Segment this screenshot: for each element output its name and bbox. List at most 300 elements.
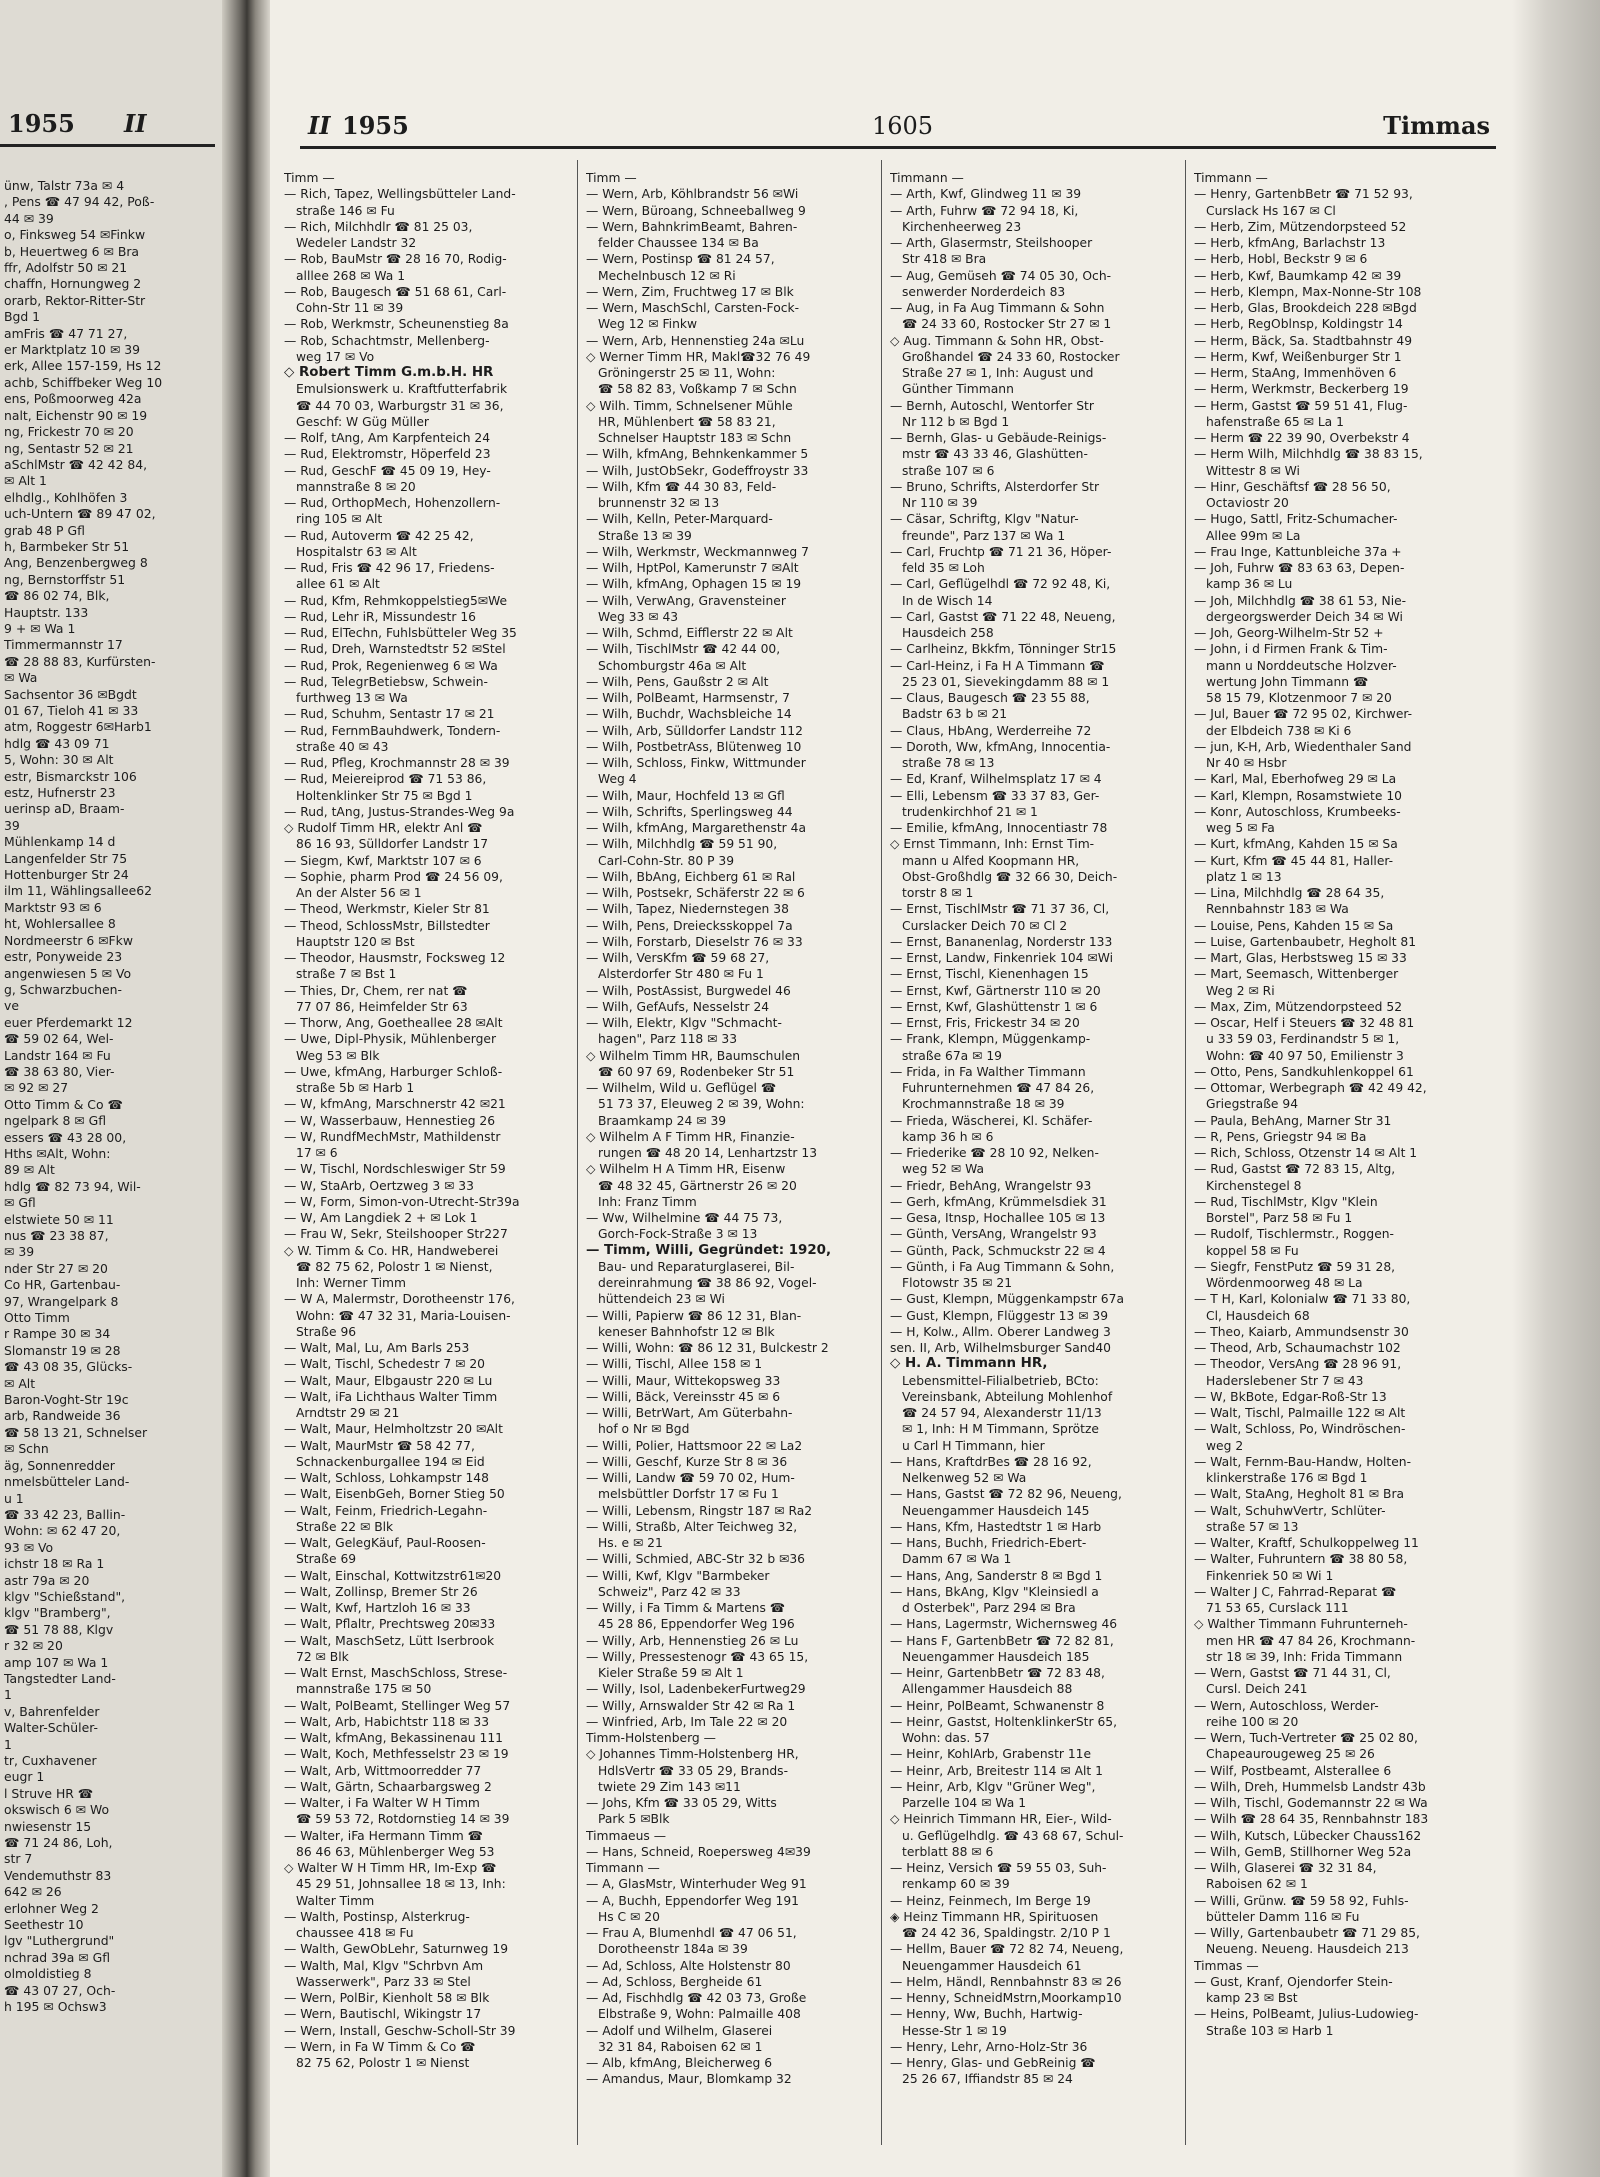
directory-entry-line: 45 28 86, Eppendorfer Weg 196 bbox=[598, 1617, 795, 1632]
directory-entry-line: — W, RundfMechMstr, Mathildenstr bbox=[284, 1129, 501, 1144]
left-page-line: 1 bbox=[4, 1687, 12, 1703]
directory-entry-line: Straße 27 ✉ 1, Inh: August und bbox=[902, 366, 1094, 380]
left-page-line: Hauptstr. 133 bbox=[4, 604, 89, 620]
directory-entry-line: Wohn: ☎ 47 32 31, Maria-Louisen- bbox=[296, 1308, 511, 1323]
directory-entry-line: weg 17 ✉ Vo bbox=[296, 349, 375, 364]
directory-entry-line: — Wilh, Tapez, Niedernstegen 38 bbox=[586, 902, 789, 917]
directory-entry-line: — Willy, Pressestenogr ☎ 43 65 15, bbox=[586, 1649, 809, 1664]
surname-heading: Timmann — bbox=[586, 1861, 660, 1875]
directory-entry-line: ◇ Walther Timmann Fuhrunterneh- bbox=[1194, 1617, 1408, 1632]
directory-entry-line: ☎ 24 57 94, Alexanderstr 11/13 bbox=[902, 1406, 1102, 1420]
directory-entry-line: — A, Buchh, Eppendorfer Weg 191 bbox=[586, 1893, 800, 1908]
directory-entry-line: Straße 13 ✉ 39 bbox=[598, 528, 692, 543]
directory-entry-line: Carl-Cohn-Str. 80 P 39 bbox=[598, 853, 735, 868]
directory-entry-line: 71 53 65, Curslack 111 bbox=[1206, 1601, 1349, 1615]
left-page-line: nder Str 27 ✉ 20 bbox=[4, 1260, 108, 1276]
directory-entry-line: ◇ Johannes Timm-Holstenberg HR, bbox=[586, 1747, 799, 1762]
left-page-line: ✉ Alt 1 bbox=[4, 473, 47, 489]
left-page-line: l Struve HR ☎ bbox=[4, 1785, 94, 1801]
directory-entry-line: — Siegfr, FenstPutz ☎ 59 31 28, bbox=[1194, 1259, 1396, 1274]
directory-entry-line: Kieler Straße 59 ✉ Alt 1 bbox=[598, 1666, 744, 1680]
directory-entry-line: — Karl, Klempn, Rosamstwiete 10 bbox=[1194, 788, 1402, 803]
directory-entry-line: — Heinr, PolBeamt, Schwanenstr 8 bbox=[890, 1698, 1105, 1713]
book-gutter bbox=[222, 0, 270, 2177]
directory-entry-line: Straße 22 ✉ Blk bbox=[296, 1519, 394, 1534]
directory-entry-line: 86 16 93, Sülldorfer Landstr 17 bbox=[296, 837, 489, 852]
left-page-line: ☎ 38 63 80, Vier- bbox=[4, 1063, 115, 1079]
directory-entry-line: Allengammer Hausdeich 88 bbox=[902, 1682, 1073, 1697]
directory-entry-line: — Ernst, Fris, Frickestr 34 ✉ 20 bbox=[890, 1016, 1080, 1030]
directory-entry-line: Günther Timmann bbox=[902, 382, 1014, 397]
directory-entry-line: — Wilh, Schrifts, Sperlingsweg 44 bbox=[586, 804, 793, 819]
directory-entry-line: ring 105 ✉ Alt bbox=[296, 512, 383, 527]
directory-entry-line: — Ernst, Bananenlag, Norderstr 133 bbox=[890, 934, 1113, 949]
left-page-line: nwiesenstr 15 bbox=[4, 1818, 92, 1834]
directory-entry-line: — Walter, iFa Hermann Timm ☎ bbox=[284, 1828, 483, 1843]
left-page-line: aSchlMstr ☎ 42 42 84, bbox=[4, 456, 148, 472]
directory-entry-line: — Kurt, kfmAng, Kahden 15 ✉ Sa bbox=[1194, 837, 1398, 852]
directory-entry-line: Weg 53 ✉ Blk bbox=[296, 1048, 380, 1063]
left-page-line: äg, Sonnenredder bbox=[4, 1457, 115, 1473]
surname-heading: Timmann — bbox=[1194, 171, 1268, 185]
directory-entry-line: — Siegm, Kwf, Marktstr 107 ✉ 6 bbox=[284, 853, 482, 868]
directory-entry-line: — Günth, VersAng, Wrangelstr 93 bbox=[890, 1227, 1097, 1242]
left-page-line: erk, Allee 157-159, Hs 12 bbox=[4, 358, 162, 374]
left-page-line: lgv "Luthergrund" bbox=[4, 1933, 115, 1949]
directory-entry-line: — Thorw, Ang, Goetheallee 28 ✉Alt bbox=[284, 1016, 503, 1030]
left-page-line: erlohner Weg 2 bbox=[4, 1900, 99, 1916]
directory-entry-line: — Mart, Seemasch, Wittenberger bbox=[1194, 967, 1399, 982]
directory-entry-line: — Bernh, Autoschl, Wentorfer Str bbox=[890, 398, 1094, 413]
left-page-line: estr, Bismarckstr 106 bbox=[4, 768, 137, 784]
directory-entry-line: — Wilh, HptPol, Kamerunstr 7 ✉Alt bbox=[586, 561, 799, 575]
directory-entry-line: — Kurt, Kfm ☎ 45 44 81, Haller- bbox=[1194, 853, 1394, 868]
directory-entry-line: Hesse-Str 1 ✉ 19 bbox=[902, 2023, 1007, 2038]
directory-entry-line: — Ad, Schloss, Alte Holstenstr 80 bbox=[586, 1958, 791, 1973]
directory-entry-line: keneser Bahnhofstr 12 ✉ Blk bbox=[598, 1324, 775, 1339]
directory-entry-line: — Rud, ElTechn, Fuhlsbütteler Weg 35 bbox=[284, 626, 517, 640]
directory-entry-line: Elbstraße 9, Wohn: Palmaille 408 bbox=[598, 2007, 801, 2022]
directory-entry-line: — Gust, Klempn, Flüggestr 13 ✉ 39 bbox=[890, 1308, 1109, 1323]
left-page-line: u 1 bbox=[4, 1490, 24, 1506]
directory-entry-line: — Rud, tAng, Justus-Strandes-Weg 9a bbox=[284, 804, 515, 819]
directory-entry-line: Bau- und Reparaturglaserei, Bil- bbox=[598, 1259, 795, 1274]
directory-entry-line: klinkerstraße 176 ✉ Bgd 1 bbox=[1206, 1471, 1368, 1485]
left-page-line: , Pens ☎ 47 94 42, Poß- bbox=[4, 194, 155, 210]
directory-entry-line: — Doroth, Ww, kfmAng, Innocentia- bbox=[890, 739, 1111, 754]
left-page-line: o, Finksweg 54 ✉Finkw bbox=[4, 227, 146, 243]
directory-entry-line: — Wilh, Arb, Sülldorfer Landstr 112 bbox=[586, 723, 803, 738]
directory-entry-line: — Wilh, Werkmstr, Weckmannweg 7 bbox=[586, 544, 809, 559]
directory-entry-line: ◇ Rudolf Timm HR, elektr Anl ☎ bbox=[284, 821, 483, 835]
left-page-line: Hottenburger Str 24 bbox=[4, 867, 129, 883]
directory-entry-line: — Konr, Autoschloss, Krumbeeks- bbox=[1194, 804, 1401, 819]
directory-entry-line: Nr 110 ✉ 39 bbox=[902, 496, 978, 510]
directory-entry-line: — Rich, Milchhdlr ☎ 81 25 03, bbox=[284, 219, 473, 234]
directory-entry-line: — Carlheinz, Bkkfm, Tönninger Str15 bbox=[890, 642, 1117, 657]
directory-entry-line: — Hans, Ang, Sanderstr 8 ✉ Bgd 1 bbox=[890, 1568, 1103, 1583]
directory-entry-line: der Elbdeich 738 ✉ Ki 6 bbox=[1206, 723, 1352, 738]
directory-entry-line: u. Geflügelhdlg. ☎ 43 68 67, Schul- bbox=[902, 1828, 1124, 1843]
header-keyword: Timmas bbox=[1383, 111, 1490, 140]
left-page-line: ☎ 71 24 86, Loh, bbox=[4, 1835, 113, 1851]
directory-entry-line: — Walter, Kraftf, Schulkoppelweg 11 bbox=[1194, 1536, 1419, 1550]
directory-entry-line: ◇ Aug. Timmann & Sohn HR, Obst- bbox=[890, 333, 1104, 348]
left-page-line: ✉ 92 ✉ 27 bbox=[4, 1080, 69, 1096]
directory-entry-line: Inh: Werner Timm bbox=[296, 1276, 406, 1290]
left-page-line: Otto Timm bbox=[4, 1310, 70, 1326]
directory-entry-line: — Willy, Isol, LadenbekerFurtweg29 bbox=[586, 1682, 806, 1697]
left-page-line: astr 79a ✉ 20 bbox=[4, 1572, 90, 1588]
directory-entry-line: straße 67a ✉ 19 bbox=[902, 1048, 1002, 1063]
directory-entry-line: — Rud, Autoverm ☎ 42 25 42, bbox=[284, 528, 474, 543]
directory-entry-line: — Herb, kfmAng, Barlachstr 13 bbox=[1194, 236, 1386, 250]
directory-entry-line: mstr ☎ 43 33 46, Glashütten- bbox=[902, 447, 1088, 462]
directory-entry-line: — Willy, Arb, Hennenstieg 26 ✉ Lu bbox=[586, 1633, 799, 1648]
directory-entry-line: — Walter J C, Fahrrad-Reparat ☎ bbox=[1194, 1584, 1397, 1599]
left-page-line: ✉ Alt bbox=[4, 1375, 36, 1391]
directory-entry-line: Octaviostr 20 bbox=[1206, 496, 1289, 510]
directory-entry-line: 72 ✉ Blk bbox=[296, 1649, 349, 1664]
directory-entry-line: — Walt, PolBeamt, Stellinger Weg 57 bbox=[284, 1698, 511, 1713]
directory-entry-line: ◇ Ernst Timmann, Inh: Ernst Tim- bbox=[890, 837, 1095, 852]
left-page-line: Timmermannstr 17 bbox=[4, 637, 123, 653]
left-page-line: g, Schwarzbuchen- bbox=[4, 981, 122, 997]
left-page-line: atm, Roggestr 6✉Harb1 bbox=[4, 719, 152, 735]
directory-entry-line: — Willi, Grünw. ☎ 59 58 92, Fuhls- bbox=[1194, 1893, 1409, 1908]
directory-entry-line: An der Alster 56 ✉ 1 bbox=[296, 886, 422, 900]
directory-entry-line: — Hugo, Sattl, Fritz-Schumacher- bbox=[1194, 512, 1398, 527]
directory-entry-line: — Herb, Klempn, Max-Nonne-Str 108 bbox=[1194, 284, 1422, 299]
directory-entry-line: — John, i d Firmen Frank & Tim- bbox=[1194, 642, 1388, 657]
directory-entry-line: — Theodor, VersAng ☎ 28 96 91, bbox=[1194, 1357, 1402, 1372]
left-page-line: ichstr 18 ✉ Ra 1 bbox=[4, 1556, 105, 1572]
directory-entry-line: — Wilh, Pens, Gaußstr 2 ✉ Alt bbox=[586, 674, 769, 689]
directory-entry-line: — Wilh, Pens, Dreiecksskoppel 7a bbox=[586, 918, 793, 933]
directory-entry-line: Park 5 ✉Blk bbox=[598, 1812, 670, 1827]
left-page-line: chaffn, Hornungweg 2 bbox=[4, 276, 142, 292]
left-page-line: r 32 ✉ 20 bbox=[4, 1638, 63, 1654]
directory-entry-line: — Henry, GartenbBetr ☎ 71 52 93, bbox=[1194, 187, 1413, 202]
directory-entry-line: — Claus, HbAng, Werderreihe 72 bbox=[890, 723, 1092, 738]
directory-entry-line: platz 1 ✉ 13 bbox=[1206, 869, 1282, 884]
directory-entry-line: ◇ H. A. Timmann HR, bbox=[890, 1356, 1048, 1372]
directory-entry-line: Rennbahnstr 183 ✉ Wa bbox=[1206, 902, 1349, 917]
left-page-line: 9 + ✉ Wa 1 bbox=[4, 620, 76, 636]
directory-entry-line: — Lina, Milchhdlg ☎ 28 64 35, bbox=[1194, 886, 1385, 900]
left-page-line: h 195 ✉ Ochsw3 bbox=[4, 1999, 107, 2015]
directory-entry-line: — Rob, Schachtmstr, Mellenberg- bbox=[284, 333, 490, 348]
directory-entry-line: — Walt, StaAng, Hegholt 81 ✉ Bra bbox=[1194, 1487, 1405, 1502]
directory-entry-line: Arndtstr 29 ✉ 21 bbox=[296, 1406, 400, 1420]
directory-entry-line: Wittestr 8 ✉ Wi bbox=[1206, 463, 1300, 478]
directory-entry-line: Curslack Hs 167 ✉ Cl bbox=[1206, 203, 1336, 218]
left-page-line: essers ☎ 43 28 00, bbox=[4, 1129, 127, 1145]
directory-entry-line: — Willi, Schmied, ABC-Str 32 b ✉36 bbox=[586, 1552, 805, 1567]
directory-entry-line: — Carl, Geflügelhdl ☎ 72 92 48, Ki, bbox=[890, 577, 1111, 592]
directory-entry-line: Str 418 ✉ Bra bbox=[902, 252, 987, 267]
directory-entry-line: — Wern, Bautischl, Wikingstr 17 bbox=[284, 2007, 482, 2022]
directory-entry-line: — Wilh, GemB, Stillhorner Weg 52a bbox=[1194, 1844, 1412, 1859]
directory-entry-line: torstr 8 ✉ 1 bbox=[902, 886, 974, 900]
directory-entry-line: Wohn: das. 57 bbox=[902, 1731, 990, 1745]
directory-entry-line: ☎ 24 42 36, Spaldingstr. 2/10 P 1 bbox=[902, 1926, 1111, 1940]
left-page-roman: II bbox=[124, 109, 147, 138]
left-page-line: estz, Hufnerstr 23 bbox=[4, 785, 116, 801]
directory-entry-line: Wördenmoorweg 48 ✉ La bbox=[1206, 1276, 1363, 1290]
directory-column-4 bbox=[1194, 170, 1484, 2039]
left-page-header bbox=[0, 104, 215, 147]
directory-entry-line: — Rud, Dreh, Warnstedtstr 52 ✉Stel bbox=[284, 642, 506, 657]
directory-entry-line: — Theod, Arb, Schaumachstr 102 bbox=[1194, 1341, 1401, 1355]
directory-entry-line: — Rud, OrthopMech, Hohenzollern- bbox=[284, 496, 501, 510]
directory-entry-line: — Frank, Klempn, Müggenkamp- bbox=[890, 1032, 1091, 1047]
directory-entry-line: Wasserwerk", Parz 33 ✉ Stel bbox=[296, 1974, 471, 1989]
directory-entry-line: 25 26 67, Iffiandstr 85 ✉ 24 bbox=[902, 2072, 1073, 2087]
directory-entry-line: Haderslebener Str 7 ✉ 43 bbox=[1206, 1373, 1364, 1388]
directory-entry-line: — Frieda, Wäscherei, Kl. Schäfer- bbox=[890, 1113, 1093, 1128]
directory-entry-line: — Wilh, Schloss, Finkw, Wittmunder bbox=[586, 756, 806, 770]
directory-entry-line: felder Chaussee 134 ✉ Ba bbox=[598, 236, 759, 250]
directory-entry-line: straße 78 ✉ 13 bbox=[902, 756, 995, 770]
directory-entry-line: — Theod, SchlossMstr, Billstedter bbox=[284, 918, 490, 933]
left-page-line: amp 107 ✉ Wa 1 bbox=[4, 1654, 109, 1670]
directory-entry-line: — Walt, Schloss, Po, Windröschen- bbox=[1194, 1422, 1406, 1437]
column-rule bbox=[577, 160, 578, 2145]
directory-entry-line: Holtenklinker Str 75 ✉ Bgd 1 bbox=[296, 788, 473, 803]
left-page-line: ✉ Wa bbox=[4, 670, 38, 686]
directory-entry-line: — Wilh, BbAng, Eichberg 61 ✉ Ral bbox=[586, 869, 796, 884]
directory-entry-line: ☎ 60 97 69, Rodenbeker Str 51 bbox=[598, 1064, 795, 1079]
directory-entry-line: d Osterbek", Parz 294 ✉ Bra bbox=[902, 1601, 1076, 1615]
directory-entry-line: 51 73 37, Eleuweg 2 ✉ 39, Wohn: bbox=[598, 1097, 805, 1112]
left-page-line: nchrad 39a ✉ Gfl bbox=[4, 1949, 111, 1965]
directory-entry-line: — Herm ☎ 22 39 90, Overbekstr 4 bbox=[1194, 431, 1410, 445]
directory-entry-line: — Wilhelm, Wild u. Geflügel ☎ bbox=[586, 1081, 777, 1095]
directory-entry-line: Neuengammer Hausdeich 145 bbox=[902, 1503, 1090, 1518]
left-page-line: ✉ Schn bbox=[4, 1441, 49, 1457]
directory-entry-line: — Wilh, Dreh, Hummelsb Landstr 43b bbox=[1194, 1779, 1426, 1794]
directory-entry-line: — Willi, Maur, Wittekopsweg 33 bbox=[586, 1373, 781, 1388]
directory-entry-line: 45 29 51, Johnsallee 18 ✉ 13, Inh: bbox=[296, 1877, 506, 1892]
directory-entry-line: — Walth, Mal, Klgv "Schrbvn Am bbox=[284, 1958, 484, 1973]
directory-entry-line: straße 57 ✉ 13 bbox=[1206, 1519, 1299, 1534]
directory-entry-line: Hs C ✉ 20 bbox=[598, 1909, 660, 1924]
left-page-line: ☎ 86 02 74, Blk, bbox=[4, 588, 110, 604]
directory-entry-line: — Rud, Pfleg, Krochmannstr 28 ✉ 39 bbox=[284, 756, 510, 770]
directory-entry-line: Mechelnbusch 12 ✉ Ri bbox=[598, 268, 736, 283]
page-number: 1605 bbox=[872, 112, 934, 140]
directory-entry-line: Cursl. Deich 241 bbox=[1206, 1682, 1308, 1697]
left-page-line: Tangstedter Land- bbox=[4, 1670, 116, 1686]
directory-entry-line: — Wern, Autoschloss, Werder- bbox=[1194, 1698, 1379, 1713]
directory-entry-line: — Wilh, VersKfm ☎ 59 68 27, bbox=[586, 951, 770, 965]
directory-entry-line: ☎ 48 32 45, Gärtnerstr 26 ✉ 20 bbox=[598, 1178, 797, 1193]
directory-entry-line: In de Wisch 14 bbox=[902, 593, 993, 608]
directory-entry-line: Weg 2 ✉ Ri bbox=[1206, 983, 1275, 998]
directory-entry-line: — Herb, Zim, Mützendorpsteed 52 bbox=[1194, 219, 1407, 234]
left-page bbox=[0, 0, 222, 2177]
directory-entry-line: — Willy, Gartenbaubetr ☎ 71 29 85, bbox=[1194, 1926, 1420, 1940]
left-page-line: Sachsentor 36 ✉Bgdt bbox=[4, 686, 137, 702]
directory-entry-line: — Wern, BahnkrimBeamt, Bahren- bbox=[586, 219, 798, 234]
directory-entry-line: — Walt, Maur, Elbgaustr 220 ✉ Lu bbox=[284, 1373, 493, 1388]
directory-entry-line: ☎ 44 70 03, Warburgstr 31 ✉ 36, bbox=[296, 398, 504, 413]
left-page-line: nalt, Eichenstr 90 ✉ 19 bbox=[4, 407, 148, 423]
left-page-line: ☎ 58 13 21, Schnelser bbox=[4, 1424, 148, 1440]
left-page-line: Slomanstr 19 ✉ 28 bbox=[4, 1342, 121, 1358]
directory-entry-line: — Heinz, Versich ☎ 59 55 03, Suh- bbox=[890, 1861, 1107, 1875]
directory-entry-line: u Carl H Timmann, hier bbox=[902, 1438, 1045, 1453]
left-page-line: ünw, Talstr 73a ✉ 4 bbox=[4, 178, 125, 193]
directory-entry-line: ☎ 59 53 72, Rotdornstieg 14 ✉ 39 bbox=[296, 1812, 510, 1827]
directory-entry-line: — Wilf, Postbeamt, Alsterallee 6 bbox=[1194, 1763, 1392, 1778]
left-page-line: str 7 bbox=[4, 1851, 33, 1867]
directory-entry-line: — Wilh, Milchhdlg ☎ 59 51 90, bbox=[586, 837, 778, 852]
left-page-line: v, Bahrenfelder bbox=[4, 1703, 100, 1719]
left-page-line: ht, Wohlersallee 8 bbox=[4, 916, 116, 932]
directory-entry-line: ◇ Wilhelm A F Timm HR, Finanzie- bbox=[586, 1129, 795, 1144]
directory-entry-line: Vereinsbank, Abteilung Mohlenhof bbox=[902, 1389, 1113, 1404]
directory-entry-line: — Hans, Schneid, Roepersweg 4✉39 bbox=[586, 1844, 811, 1859]
directory-entry-line: ◈ Heinz Timmann HR, Spirituosen bbox=[890, 1909, 1099, 1924]
left-page-line: 97, Wrangelpark 8 bbox=[4, 1293, 119, 1309]
left-page-line: klgv "Bramberg", bbox=[4, 1605, 111, 1621]
directory-entry-line: — T H, Karl, Kolonialw ☎ 71 33 80, bbox=[1194, 1292, 1411, 1307]
directory-entry-line: — Wilh, kfmAng, Behnkenkammer 5 bbox=[586, 447, 809, 462]
left-page-line: tr, Cuxhavener bbox=[4, 1753, 97, 1768]
directory-entry-line: — Herb, RegOblnsp, Koldingstr 14 bbox=[1194, 317, 1403, 332]
directory-entry-line: — Hans, Buchh, Friedrich-Ebert- bbox=[890, 1536, 1087, 1550]
left-page-line: uch-Untern ☎ 89 47 02, bbox=[4, 506, 156, 522]
directory-entry-line: — Henry, Glas- und GebReinig ☎ bbox=[890, 2056, 1096, 2070]
directory-entry-line: — Wern, Install, Geschw-Scholl-Str 39 bbox=[284, 2023, 516, 2038]
directory-entry-line: — Wilh, Postsekr, Schäferstr 22 ✉ 6 bbox=[586, 886, 805, 900]
directory-entry-line: Schweiz", Parz 42 ✉ 33 bbox=[598, 1584, 741, 1599]
directory-entry-line: mann u Norddeutsche Holzver- bbox=[1206, 658, 1397, 673]
directory-entry-line: — Herm, Bäck, Sa. Stadtbahnstr 49 bbox=[1194, 333, 1413, 348]
left-page-line: Landstr 164 ✉ Fu bbox=[4, 1047, 111, 1063]
left-page-line: hdlg ☎ 82 73 94, Wil- bbox=[4, 1178, 141, 1194]
directory-entry-line: Hauptstr 120 ✉ Bst bbox=[296, 934, 415, 949]
directory-entry-line: — Walt, Pflaltr, Prechtsweg 20✉33 bbox=[284, 1617, 496, 1632]
directory-entry-line: — Wern, Arb, Köhlbrandstr 56 ✉Wi bbox=[586, 187, 799, 202]
directory-entry-line: — Arth, Fuhrw ☎ 72 94 18, Ki, bbox=[890, 203, 1079, 218]
directory-entry-line: chaussee 418 ✉ Fu bbox=[296, 1926, 414, 1940]
directory-entry-line: Krochmannstraße 18 ✉ 39 bbox=[902, 1097, 1065, 1112]
directory-entry-line: — W, Form, Simon-von-Utrecht-Str39a bbox=[284, 1194, 520, 1209]
directory-entry-line: — Heinz, Feinmech, Im Berge 19 bbox=[890, 1893, 1091, 1908]
directory-entry-line: — Ww, Wilhelmine ☎ 44 75 73, bbox=[586, 1211, 783, 1225]
directory-entry-line: — Emilie, kfmAng, Innocentiastr 78 bbox=[890, 821, 1108, 835]
directory-entry-line: 82 75 62, Polostr 1 ✉ Nienst bbox=[296, 2056, 470, 2070]
directory-entry-line: sen. II, Arb, Wilhelmsburger Sand40 bbox=[890, 1341, 1111, 1355]
directory-entry-line: — Bernh, Glas- u Gebäude-Reinigs- bbox=[890, 431, 1107, 445]
directory-entry-line: mannstraße 175 ✉ 50 bbox=[296, 1682, 432, 1697]
directory-entry-line: — Frau A, Blumenhdl ☎ 47 06 51, bbox=[586, 1926, 797, 1940]
directory-entry-line: — Wern, PolBir, Kienholt 58 ✉ Blk bbox=[284, 1991, 490, 2005]
left-page-line: ☎ 43 08 35, Glücks- bbox=[4, 1359, 133, 1375]
directory-entry-line: — Hellm, Bauer ☎ 72 82 74, Neueng, bbox=[890, 1942, 1124, 1957]
directory-entry-line: — Heinr, Arb, Klgv "Grüner Weg", bbox=[890, 1779, 1096, 1794]
directory-entry-line: — Rud, TischlMstr, Klgv "Klein bbox=[1194, 1194, 1378, 1209]
directory-entry-line: Lebensmittel-Filialbetrieb, BCto: bbox=[902, 1373, 1099, 1388]
directory-entry-line: — Walt, Tischl, Palmaille 122 ✉ Alt bbox=[1194, 1406, 1406, 1420]
directory-entry-line: — Mart, Glas, Herbstsweg 15 ✉ 33 bbox=[1194, 951, 1407, 965]
directory-entry-line: — Walth, Postinsp, Alsterkrug- bbox=[284, 1909, 470, 1924]
directory-entry-line: — Luise, Gartenbaubetr, Hegholt 81 bbox=[1194, 934, 1417, 949]
directory-entry-line: — Gust, Klempn, Müggenkampstr 67a bbox=[890, 1292, 1124, 1307]
directory-entry-line: — Otto, Pens, Sandkuhlenkoppel 61 bbox=[1194, 1064, 1414, 1079]
directory-entry-line: brunnenstr 32 ✉ 13 bbox=[598, 496, 720, 510]
directory-entry-line: — Wilh, VerwAng, Gravensteiner bbox=[586, 593, 786, 608]
directory-entry-line: — Arth, Kwf, Glindweg 11 ✉ 39 bbox=[890, 187, 1082, 202]
directory-entry-line: Walter Timm bbox=[296, 1893, 375, 1908]
left-page-line: Seethestr 10 bbox=[4, 1917, 84, 1933]
directory-entry-line: — Wern, Büroang, Schneeballweg 9 bbox=[586, 203, 806, 218]
directory-entry-line: — Willi, Kwf, Klgv "Barmbeker bbox=[586, 1568, 770, 1583]
left-page-line: Vendemuthstr 83 bbox=[4, 1867, 112, 1883]
directory-entry-line: — Wilh, PostAssist, Burgwedel 46 bbox=[586, 983, 791, 998]
directory-entry-line: melsbüttler Dorfstr 17 ✉ Fu 1 bbox=[598, 1487, 779, 1502]
directory-entry-line: — Theod, Werkmstr, Kieler Str 81 bbox=[284, 902, 490, 917]
directory-entry-line: — Rud, Elektromstr, Höperfeld 23 bbox=[284, 447, 491, 462]
column-rule bbox=[881, 160, 882, 2145]
directory-entry-line: Weg 4 bbox=[598, 772, 637, 787]
directory-entry-line: — Walt, Fernm-Bau-Handw, Holten- bbox=[1194, 1454, 1412, 1469]
directory-entry-line: — Willi, Wohn: ☎ 86 12 31, Bulckestr 2 bbox=[586, 1341, 829, 1355]
directory-entry-line: Nr 112 b ✉ Bgd 1 bbox=[902, 414, 1010, 429]
directory-entry-line: — Paula, BehAng, Marner Str 31 bbox=[1194, 1113, 1392, 1128]
directory-entry-line: — Heins, PolBeamt, Julius-Ludowieg- bbox=[1194, 2007, 1419, 2022]
directory-entry-line: Gorch-Fock-Straße 3 ✉ 13 bbox=[598, 1227, 758, 1242]
directory-entry-line: Schnelser Hauptstr 183 ✉ Schn bbox=[598, 431, 792, 445]
left-page-line: nmelsbütteler Land- bbox=[4, 1474, 130, 1490]
directory-entry-line: — Wilh, JustObSekr, Godeffroystr 33 bbox=[586, 463, 809, 478]
page-edge-shadow bbox=[1512, 0, 1600, 2177]
left-page-line: ☎ 28 88 83, Kurfürsten- bbox=[4, 653, 156, 669]
directory-entry-line: — Wilh, Tischl, Godemannstr 22 ✉ Wa bbox=[1194, 1796, 1428, 1810]
directory-entry-line: ◇ Robert Timm G.m.b.H. HR bbox=[284, 365, 494, 380]
directory-entry-line: Chapeaurougeweg 25 ✉ 26 bbox=[1206, 1747, 1375, 1762]
directory-entry-line: — Wilh, Buchdr, Wachsbleiche 14 bbox=[586, 707, 792, 722]
directory-entry-line: Braamkamp 24 ✉ 39 bbox=[598, 1113, 727, 1128]
directory-column-2 bbox=[586, 170, 871, 2088]
directory-entry-line: Curslacker Deich 70 ✉ Cl 2 bbox=[902, 918, 1068, 933]
directory-entry-line: — Rud, Kfm, Rehmkoppelstieg5✉We bbox=[284, 593, 508, 608]
directory-entry-line: — Ottomar, Werbegraph ☎ 42 49 42, bbox=[1194, 1081, 1427, 1095]
directory-entry-line: — Heinr, GartenbBetr ☎ 72 83 48, bbox=[890, 1666, 1105, 1680]
directory-entry-line: — Rud, FernmBauhdwerk, Tondern- bbox=[284, 723, 501, 738]
directory-entry-line: ◇ Werner Timm HR, Makl☎32 76 49 bbox=[586, 349, 811, 364]
directory-entry-line: Dorotheenstr 184a ✉ 39 bbox=[598, 1942, 748, 1957]
directory-entry-line: — Wilh, Schmd, Eifflerstr 22 ✉ Alt bbox=[586, 626, 793, 640]
directory-entry-line: kamp 36 ✉ Lu bbox=[1206, 577, 1293, 592]
directory-entry-line: straße 5b ✉ Harb 1 bbox=[296, 1081, 415, 1095]
directory-entry-line: — W A, Malermstr, Dorotheenstr 176, bbox=[284, 1292, 515, 1307]
directory-entry-line: ◇ Wilhelm H A Timm HR, Eisenw bbox=[586, 1162, 786, 1177]
directory-entry-line: reihe 100 ✉ 20 bbox=[1206, 1714, 1299, 1729]
left-page-line: ☎ 33 42 23, Ballin- bbox=[4, 1506, 126, 1522]
left-page-column bbox=[4, 178, 218, 2016]
directory-entry-line: — Walt, Koch, Methfesselstr 23 ✉ 19 bbox=[284, 1747, 509, 1762]
directory-entry-line: Emulsionswerk u. Kraftfutterfabrik bbox=[296, 382, 508, 397]
directory-entry-line: — R, Pens, Griegstr 94 ✉ Ba bbox=[1194, 1129, 1367, 1144]
directory-entry-line: — Walt, Gärtn, Schaarbargsweg 2 bbox=[284, 1779, 492, 1794]
directory-entry-line: senwerder Norderdeich 83 bbox=[902, 284, 1066, 299]
directory-entry-line: rungen ☎ 48 20 14, Lenhartzstr 13 bbox=[598, 1146, 818, 1160]
directory-entry-line: — Helm, Händl, Rennbahnstr 83 ✉ 26 bbox=[890, 1974, 1122, 1989]
